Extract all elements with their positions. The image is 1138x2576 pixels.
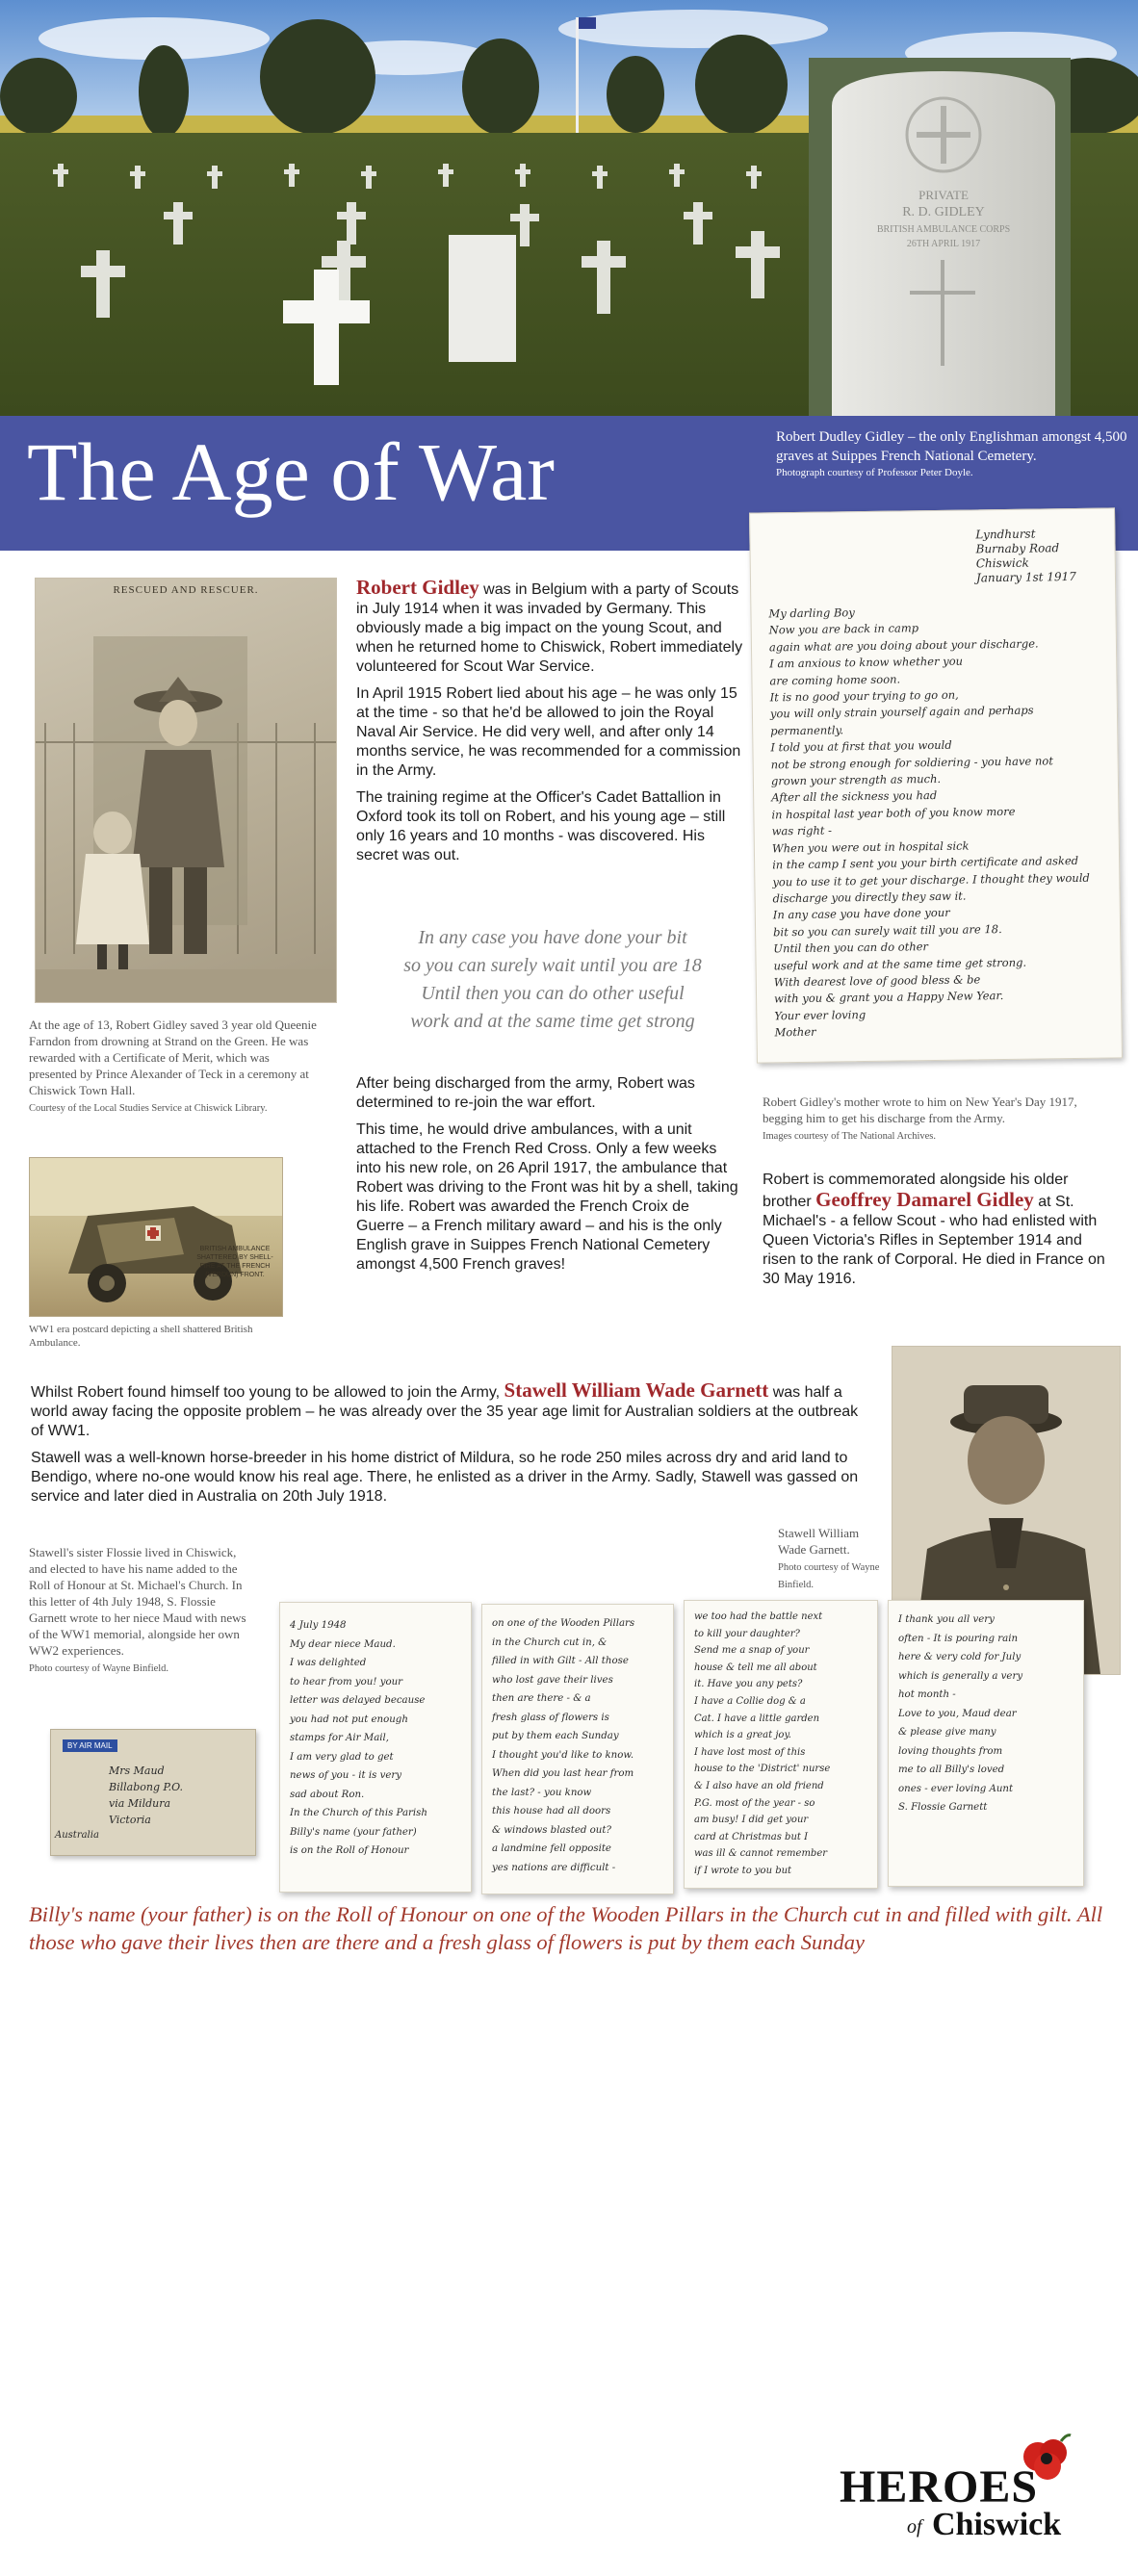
mother-letter-line: My darling Boy: [768, 605, 855, 621]
mother-letter-line: in the camp I sent you your birth certificate and asked: [772, 854, 1079, 872]
letter-page-3-line: Send me a snap of your: [694, 1645, 810, 1657]
postcard-inset-text: BRITISH AMBULANCE SHATTERED BY SHELL-FIRE AT THE FRENCH (VERDUN) FRONT.: [196, 1246, 273, 1278]
letter-page-3-line: P.G. most of the year - so: [694, 1797, 815, 1809]
mother-letter-line: discharge you directly they saw it.: [772, 889, 967, 906]
letter-page-3: [684, 1600, 878, 1889]
letter-page-1-line: I am very glad to get: [290, 1751, 394, 1763]
grave-line-3: BRITISH AMBULANCE CORPS: [876, 224, 1011, 235]
envelope-country: Australia: [55, 1830, 99, 1841]
letter-address-3: Chiswick: [975, 555, 1029, 571]
robert-p1: was in Belgium with a party of Scouts in July 1914 when it was invaded by Germany. This obviously made a big impact on the young Scout, and when he returned home to Chiswick, Robert immediately volunteered for Scout War Service.: [356, 581, 743, 675]
letter-page-2-lines: [482, 1605, 673, 1887]
letter-page-4-line: & please give many: [898, 1727, 996, 1738]
rescued-photo-heading: RESCUED AND RESCUER.: [113, 584, 259, 596]
mother-letter-line: Mother: [774, 1024, 816, 1040]
rescued-caption-credit: Courtesy of the Local Studies Service at Chiswick Library.: [29, 1103, 268, 1114]
letter-page-4-line: ones - ever loving Aunt: [898, 1783, 1014, 1794]
mother-letter-line: With dearest love of good bless & be: [773, 972, 981, 990]
letter-address-1: Lyndhurst: [975, 527, 1036, 542]
flossie-caption-credit: Photo courtesy of Wayne Binfield.: [29, 1663, 169, 1674]
mother-letter-line: not be strong enough for soldiering - you have not: [770, 753, 1053, 772]
letter-page-1-line: is on the Roll of Honour: [290, 1845, 409, 1856]
rescued-caption: [29, 1017, 318, 1116]
letter-page-4-lines: [889, 1601, 1083, 1827]
mother-letter-line: Now you are back in camp: [768, 621, 919, 637]
letter-page-3-line: Cat. I have a little garden: [694, 1713, 820, 1724]
mother-letter-line: Until then you can do other: [773, 940, 929, 956]
letter-page-4-line: Love to you, Maud dear: [898, 1708, 1017, 1719]
letter-page-1-line: letter was delayed because: [290, 1695, 426, 1706]
letter-page-1-line: sad about Ron.: [290, 1789, 365, 1800]
letter-page-2-line: filled in with Gilt - All those: [492, 1656, 629, 1666]
geoffrey-post: at St. Michael's - a fellow Scout - who had enlisted with Queen Victoria's Rifles in September 1914 and risen to the rank of Corporal. He died in France on 30 May 1916.: [763, 1194, 1105, 1287]
stawell-photo-credit: Photo courtesy of Wayne Binfield.: [778, 1562, 880, 1590]
hero-caption-credit: Photograph courtesy of Professor Peter Doyle.: [776, 467, 973, 478]
mother-quote: [356, 924, 749, 1036]
mother-letter-line: you to use it to get your discharge. I thought they would: [772, 870, 1090, 889]
letter-page-1-line: 4 July 1948: [290, 1620, 347, 1631]
page-title: The Age of War: [27, 425, 555, 518]
robert-p4: After being discharged from the army, Robert was determined to re-join the war effort.: [356, 1075, 695, 1111]
logo-heroes: HEROES: [840, 2461, 1039, 2512]
mother-letter-line: you will only strain yourself again and perhaps: [769, 704, 1034, 721]
hero-caption-text: Robert Dudley Gidley – the only Englishman amongst 4,500 graves at Suippes French National Cemetery.: [776, 429, 1127, 464]
letter-page-1-line: My dear niece Maud.: [290, 1638, 396, 1650]
letter-page-1-line: stamps for Air Mail,: [290, 1733, 390, 1743]
grave-line-4: 26TH APRIL 1917: [906, 239, 981, 249]
letter-page-2-line: yes nations are difficult -: [492, 1862, 616, 1873]
geoffrey-name: Geoffrey Damarel Gidley: [815, 1188, 1034, 1211]
letter-page-4-line: here & very cold for July: [898, 1652, 1022, 1662]
robert-p2: In April 1915 Robert lied about his age – he was only 15 at the time - so that he'd be allowed to join the Royal Naval Air Service. He did very well, and after only 14 months service, he was recommended for a commission in the Army.: [356, 685, 741, 779]
letter-page-4-line: which is generally a very: [898, 1670, 1023, 1682]
letter-page-1: [279, 1602, 472, 1893]
robert-gidley-text-2: [356, 1074, 741, 1282]
envelope-line-4: Victoria: [109, 1814, 151, 1826]
flossie-caption-text: Stawell's sister Flossie lived in Chiswick, and elected to have his name added to the Roll of Honour at St. Michael's Church. In this letter of 4th July 1948, S. Flossie Garnett wrote to her niece Maud with news of the WW1 memorial, alongside her own WW2 experiences.: [29, 1545, 246, 1658]
stawell-name: Stawell William Wade Garnett: [504, 1378, 769, 1402]
letter-page-3-line: if I wrote to you but: [694, 1865, 792, 1876]
letter-page-2-line: who lost gave their lives: [492, 1674, 613, 1686]
mother-letter-line: useful work and at the same time get strong.: [773, 955, 1027, 972]
letter-page-3-line: to kill your daughter?: [694, 1628, 800, 1639]
mother-letter-line: permanently.: [770, 723, 844, 738]
grave-line-2: R. D. GIDLEY: [902, 205, 985, 219]
mother-letter-line: grown your strength as much.: [770, 771, 942, 788]
mother-letter-caption-text: Robert Gidley's mother wrote to him on New Year's Day 1917, begging him to get his discharge from the Army.: [763, 1095, 1077, 1125]
mother-letter: [749, 507, 1123, 1063]
mother-letter-line: When you were out in hospital sick: [771, 838, 970, 856]
robert-gidley-name: Robert Gidley: [356, 576, 479, 599]
mother-letter-lines: [768, 602, 1107, 1042]
letter-page-3-line: house to the 'District' nurse: [694, 1764, 831, 1775]
stawell-photo-caption-text: Stawell William Wade Garnett.: [778, 1526, 860, 1557]
airmail-label: BY AIR MAIL: [63, 1739, 117, 1752]
letter-page-4-line: S. Flossie Garnett: [898, 1802, 988, 1813]
letter-page-4-line: I thank you all very: [898, 1614, 995, 1625]
letter-page-3-lines: [685, 1601, 877, 1888]
geoffrey-text: [763, 1171, 1115, 1297]
letter-page-3-line: I have a Collie dog & a: [694, 1695, 806, 1707]
logo-chiswick: Chiswick: [932, 2507, 1062, 2542]
geoffrey-pre: Robert is commemorated alongside his older brother: [763, 1172, 1069, 1210]
mother-letter-line: again what are you doing about your discharge.: [768, 636, 1039, 655]
ambulance-caption: WW1 era postcard depicting a shell shattered British Ambulance.: [29, 1324, 253, 1349]
stawell-text: [31, 1380, 859, 1514]
grave-line-1: PRIVATE: [918, 188, 969, 202]
mother-letter-line: was right -: [771, 823, 833, 838]
letter-page-2-line: then are there - & a: [492, 1693, 591, 1704]
stawell-photo-caption: [778, 1525, 890, 1592]
letter-page-1-lines: [280, 1603, 471, 1874]
letter-page-2-line: in the Church cut in, &: [492, 1636, 608, 1648]
mother-letter-line: I am anxious to know whether you: [769, 654, 964, 671]
letter-page-4-line: often - It is pouring rain: [898, 1633, 1019, 1644]
rescued-caption-text: At the age of 13, Robert Gidley saved 3 year old Queenie Farndon from drowning at Strand on the Green. He was rewarded with a Certificate of Merit, which was presented by Prince Alexander of Teck in a ceremony at Chiswick Town Hall.: [29, 1018, 317, 1097]
letter-page-1-line: I was delighted: [290, 1658, 367, 1668]
letter-address-2: Burnaby Road: [975, 541, 1060, 556]
letter-page-1-line: In the Church of this Parish: [290, 1808, 427, 1818]
mother-letter-line: Your ever loving: [774, 1007, 866, 1023]
robert-p5: This time, he would drive ambulances, with a unit attached to the French Red Cross. Only a few weeks into his new role, on 26 April 1917, the ambulance that Robert was driving to the Front was hit by a shell, taking his life. Robert was awarded the French Croix de Guerre – a French military award – and his is the only English grave in Suippes French National Cemetery amongst 4,500 French graves!: [356, 1121, 738, 1273]
letter-page-3-line: it. Have you any pets?: [694, 1679, 803, 1690]
mother-letter-credit: Images courtesy of The National Archives.: [763, 1131, 937, 1142]
robert-gidley-text: [356, 578, 749, 873]
quote-line-2: so you can surely wait until you are 18: [403, 955, 702, 976]
letter-page-2: [481, 1604, 674, 1894]
envelope-address: [109, 1763, 251, 1828]
hero-caption: [776, 427, 1132, 480]
letter-page-2-line: I thought you'd like to know.: [492, 1749, 634, 1761]
letter-page-4: [888, 1600, 1084, 1887]
stawell-pre: Whilst Robert found himself too young to be allowed to join the Army,: [31, 1384, 504, 1401]
quote-line-3: Until then you can do other useful: [421, 983, 685, 1004]
mother-letter-line: I told you at first that you would: [770, 738, 952, 755]
mother-letter-line: bit so you can surely wait till you are 18.: [773, 921, 1002, 940]
hero-photo: [0, 0, 1138, 416]
mother-letter-line: After all the sickness you had: [771, 788, 938, 805]
stawell-p2: Stawell was a well-known horse-breeder in his home district of Mildura, so he rode 250 miles across dry and arid land to Bendigo, where no-one would know his real age. There, he enlisted as a driver in the Army. Sadly, Stawell was gassed on service and later died in Australia on 20th July 1918.: [31, 1450, 859, 1505]
letter-page-3-line: was ill & cannot remember: [694, 1848, 828, 1860]
roll-of-honour-quote: Billy's name (your father) is on the Roll of Honour on one of the Wooden Pillars in the Church cut in and filled with gilt. All those who gave their lives then are there and a fresh glass of flowers is put by them each Sunday: [29, 1902, 1103, 1954]
letter-page-4-line: hot month -: [898, 1689, 956, 1700]
letter-page-2-line: & windows blasted out?: [492, 1824, 611, 1836]
letter-page-2-line: this house had all doors: [492, 1806, 611, 1816]
heroes-of-chiswick-logo: [840, 2460, 1119, 2557]
envelope-line-3: via Mildura: [109, 1797, 171, 1810]
flossie-caption: [29, 1544, 256, 1676]
letter-page-2-line: put by them each Sunday: [492, 1731, 619, 1741]
robert-p3: The training regime at the Officer's Cadet Battallion in Oxford took its toll on Robert, and his young age – still only 16 years and 10 months - was discovered. His secret was out.: [356, 789, 726, 863]
letter-page-3-line: card at Christmas but I: [694, 1831, 809, 1842]
mother-letter-line: It is no good your trying to go on,: [769, 687, 959, 705]
letter-page-3-line: which is a great joy.: [694, 1730, 791, 1741]
airmail-envelope: [50, 1729, 256, 1856]
letter-page-2-line: on one of the Wooden Pillars: [492, 1618, 635, 1629]
letter-page-1-line: Billy's name (your father): [290, 1826, 417, 1838]
quote-line-4: work and at the same time get strong: [410, 1011, 695, 1032]
letter-address-4: January 1st 1917: [975, 569, 1076, 585]
letter-page-3-line: am busy! I did get your: [694, 1815, 809, 1826]
letter-page-4-line: loving thoughts from: [898, 1745, 1003, 1757]
letter-page-4-line: me to all Billy's loved: [898, 1765, 1005, 1775]
letter-page-2-line: fresh glass of flowers is: [492, 1712, 609, 1723]
quote-line-1: In any case you have done your bit: [418, 927, 687, 948]
letter-page-3-line: I have lost most of this: [694, 1746, 806, 1758]
letter-page-1-line: news of you - it is very: [290, 1770, 402, 1781]
letter-page-3-line: we too had the battle next: [694, 1611, 823, 1622]
letter-page-1-line: you had not put enough: [290, 1713, 408, 1725]
mother-letter-line: with you & grant you a Happy New Year.: [773, 989, 1004, 1006]
mother-letter-caption: [763, 1094, 1117, 1144]
letter-page-1-line: to hear from you! your: [290, 1676, 403, 1687]
letter-page-3-line: & I also have an old friend: [694, 1780, 824, 1791]
letter-page-2-line: the last? - you know: [492, 1787, 592, 1798]
ambulance-postcard: [29, 1157, 283, 1317]
envelope-line-2: Billabong P.O.: [109, 1781, 184, 1793]
mother-letter-line: In any case you have done your: [772, 906, 950, 922]
letter-page-3-line: house & tell me all about: [694, 1662, 817, 1673]
letter-page-2-line: When did you last hear from: [492, 1768, 634, 1779]
letter-page-2-line: a landmine fell opposite: [492, 1843, 611, 1854]
mother-letter-line: in hospital last year both of you know more: [771, 804, 1016, 822]
letter-address: [975, 527, 1092, 586]
rescued-photo: [35, 578, 337, 1003]
stawell-post: was half a world away facing the opposite problem – he was already over the 35 year age limit for Australian soldiers at the outbreak of WW1.: [31, 1384, 859, 1439]
envelope-line-1: Mrs Maud: [109, 1765, 165, 1777]
mother-letter-line: are coming home soon.: [769, 672, 901, 688]
logo-of: of: [907, 2516, 922, 2537]
